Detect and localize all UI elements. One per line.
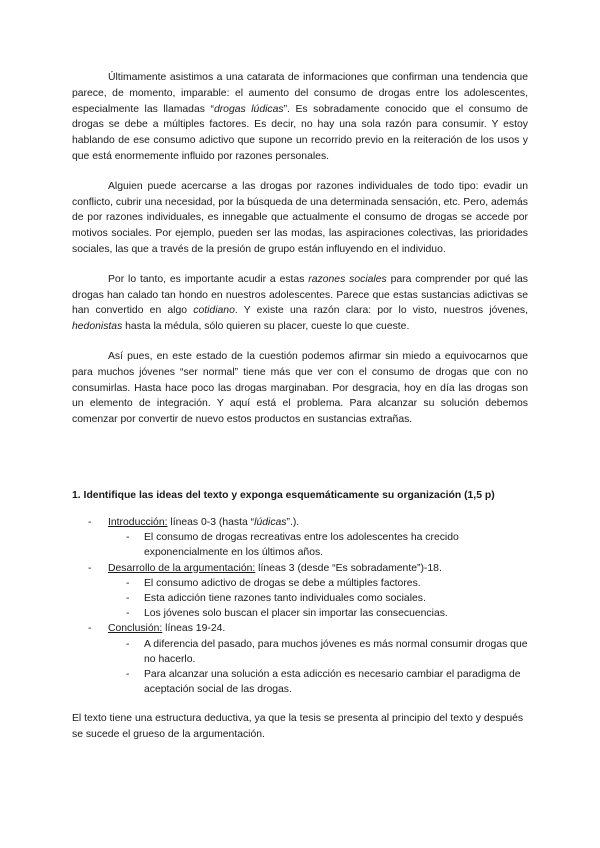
outline-dash: -	[88, 623, 92, 635]
section-label-development: Desarrollo de la argumentación:	[108, 562, 256, 574]
paragraph-4: Así pues, en este estado de la cuestión podemos afirmar sin miedo a equivocarnos que para muchos jóvenes “ser normal” tiene más que ver con el consumo de drogas que con no consumirlas. Hasta hace poco las drogas marginaban. Por desgracia, hoy en día las drogas son un elemento de integración. Y aquí está el problema. Para alcanzar su solución debemos comenzar por convertir de nuevo estos productos en sustancias extrañas.	[72, 350, 528, 426]
section-range-introduction-pre: líneas 0-3 (hasta “	[167, 516, 255, 528]
section-label-introduction: Introducción:	[108, 516, 168, 528]
list-item	[108, 530, 528, 560]
point-text: El consumo de drogas recreativas entre los adolescentes ha crecido exponencialmente en los últimos años.	[144, 532, 459, 559]
paragraph-1-emphasis: drogas lúdicas	[213, 103, 284, 115]
paragraph-3-emphasis-3: hedonistas	[72, 321, 123, 333]
list-item	[108, 591, 528, 606]
sub-dash: -	[126, 668, 130, 680]
paragraph-3-part-3: . Y existe una razón clara: por lo visto, nuestros jóvenes,	[234, 305, 528, 317]
outline-list	[72, 515, 528, 697]
paragraph-3-emphasis-1: razones sociales	[308, 273, 387, 285]
paragraph-3	[72, 272, 528, 335]
section-range-conclusion: líneas 19-24.	[162, 623, 226, 635]
development-points	[108, 576, 528, 622]
point-text: Los jóvenes solo buscan el placer sin importar las consecuencias.	[144, 608, 448, 620]
section-range-development: líneas 3 (desde “Es sobradamente”)-18.	[255, 562, 442, 574]
section-label-conclusion: Conclusión:	[108, 623, 163, 635]
document-page	[72, 70, 528, 743]
section-range-introduction-emphasis: lúdicas	[254, 516, 287, 528]
point-text: A diferencia del pasado, para muchos jóvenes es más normal consumir drogas que no hacerlo.	[144, 638, 528, 665]
list-item	[108, 606, 528, 621]
paragraph-1-pre: Últimamente asistimos a una catarata de informaciones que confirman una tendencia que parece, de momento, imparable: el aumento del consumo de drogas entre los adolescentes, especialmente las llamadas “	[72, 72, 528, 115]
paragraph-1	[72, 70, 528, 165]
outline-section-introduction	[72, 515, 528, 561]
conclusion-points	[108, 637, 528, 698]
list-item	[108, 637, 528, 667]
point-text: El consumo adictivo de drogas se debe a múltiples factores.	[144, 577, 421, 589]
section-range-introduction-post: ”.).	[286, 516, 300, 528]
sub-dash: -	[126, 532, 130, 544]
outline-section-conclusion	[72, 621, 528, 697]
list-item	[108, 576, 528, 591]
list-item	[108, 667, 528, 697]
outline-dash: -	[88, 562, 92, 574]
sub-dash: -	[126, 638, 130, 650]
closing-paragraph: El texto tiene una estructura deductiva, ya que la tesis se presenta al principio del texto y después se sucede el grueso de la argumentación.	[72, 713, 524, 741]
paragraph-3-part-1: Por lo tanto, es importante acudir a estas	[108, 273, 309, 285]
outline-section-development	[72, 561, 528, 622]
paragraph-3-part-2: para comprender por qué las drogas han calado tan hondo en nuestros adolescentes. Parece que estas sustancias adictivas se han convertido en algo	[72, 273, 528, 317]
introduction-points	[108, 530, 528, 560]
sub-dash: -	[126, 592, 130, 604]
sub-dash: -	[126, 577, 130, 589]
question-heading: 1. Identifique las ideas del texto y exponga esquemáticamente su organización (1,5 p)	[72, 489, 495, 501]
point-text: Esta adicción tiene razones tanto individuales como sociales.	[144, 592, 426, 604]
point-text: Para alcanzar una solución a esta adicción es necesario cambiar el paradigma de aceptación social de las drogas.	[144, 668, 521, 696]
paragraph-3-part-4: hasta la médula, sólo quieren su placer, cueste lo que cueste.	[122, 321, 410, 333]
paragraph-2: Alguien puede acercarse a las drogas por razones individuales de todo tipo: evadir un conflicto, cubrir una necesidad, por la búsqueda de una determinada sensación, etc. Pero, además de por razones individuales, es innegable que actualmente el consumo de drogas se accede por motivos sociales. Por ejemplo, pueden ser las modas, las aspiraciones colectivas, las prioridades sociales, las que a través de la presión de grupo están influyendo en el individuo.	[72, 180, 528, 255]
outline-dash: -	[88, 516, 92, 528]
paragraph-1-post: ”. Es sobradamente conocido que el consumo de drogas se debe a múltiples factores. Es decir, no hay una sola razón para consumir. Y estoy hablando de ese consumo adictivo que supone un recorrido previo en la reiteración de los usos y que está enormemente influido por razones personales.	[72, 103, 528, 162]
paragraph-3-emphasis-2: cotidiano	[193, 305, 235, 317]
sub-dash: -	[126, 608, 130, 620]
